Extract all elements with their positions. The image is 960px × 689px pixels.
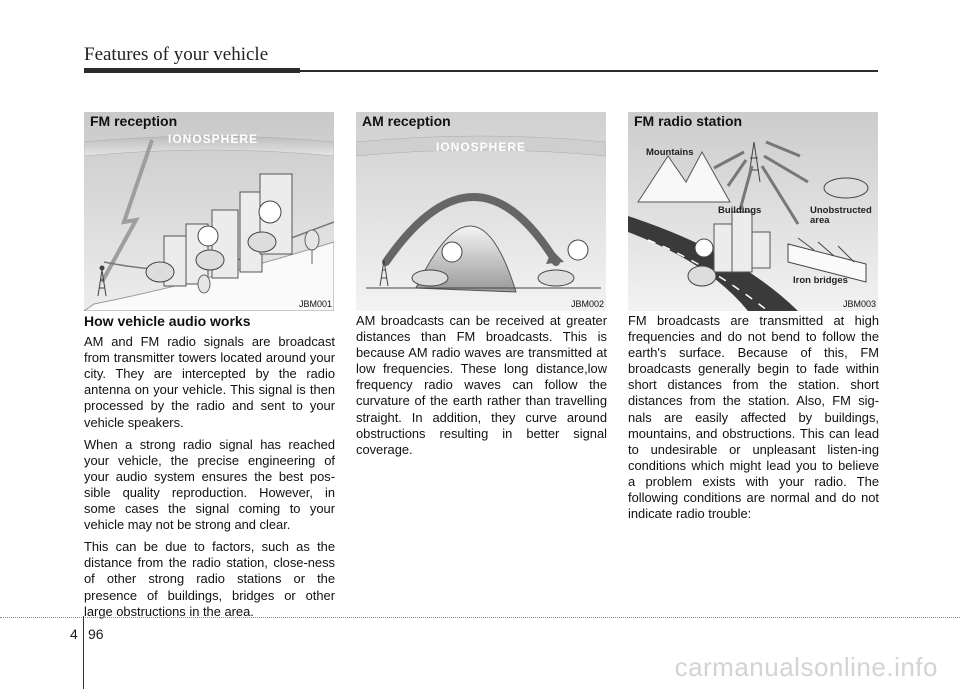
header-rule: [300, 70, 878, 72]
ionosphere-label: IONOSPHERE: [436, 140, 527, 154]
section-heading: How vehicle audio works: [84, 313, 251, 329]
column-right: [628, 313, 879, 528]
buildings-label: Buildings: [718, 205, 762, 216]
iron-bridges-label: Iron bridges: [793, 275, 848, 286]
column-left: [84, 313, 335, 626]
ionosphere-label: IONOSPHERE: [168, 132, 259, 146]
figure-title: AM reception: [362, 113, 451, 129]
paragraph: When a strong radio signal has reached your vehicle, the precise engineering of your audio system ensures the best pos-sible quality reproduction. However, in some cases the signal coming to your vehicle may not be strong and clear.: [84, 436, 335, 533]
column-middle: [356, 313, 607, 464]
header-title: Features of your vehicle: [84, 44, 269, 65]
figure-title: FM radio station: [634, 113, 743, 129]
footer-rule: [83, 616, 84, 689]
footer-line: [0, 617, 960, 618]
paragraph: AM and FM radio signals are broadcast from transmitter towers located around your city. They are intercepted by the radio antenna on your vehicle. This signal is then processed by the radio and sent to your vehicle speakers.: [84, 334, 335, 430]
paragraph: This can be due to factors, such as the distance from the radio station, close-ness of other strong radio stations or the presence of buildings, bridges or other large obstructions in the area.: [84, 539, 335, 619]
paragraph: FM broadcasts are transmitted at high frequencies and do not bend to follow the earth's surface. Because of this, FM broadcasts generally begin to fade within short distances from the station. short distances from the station. Also, FM sig-nals are easily affected by buildings, mountains, and obstructions. This can lead to undesirable or unpleasant listen-ing conditions which might lead you to believe a problem exists with your radio. The following conditions are normal and do not indicate radio trouble:: [628, 313, 879, 522]
figure-fm-reception: [84, 112, 334, 311]
figure-code: JBM003: [842, 299, 876, 309]
mountains-label: Mountains: [646, 147, 694, 158]
figure-code: JBM002: [570, 299, 604, 309]
watermark: carmanualsonline.info: [674, 652, 938, 682]
unobstructed-area-label: Unobstructed area: [810, 205, 872, 226]
page-number: 96: [88, 626, 104, 642]
paragraph: AM broadcasts can be received at greater distances than FM broadcasts. This is because AM radio waves are transmitted at low frequencies. These long distance,low frequency radio waves can follow the curvature of the earth rather than travelling straight. In addition, they curve around obstructions resulting in better signal coverage.: [356, 313, 607, 457]
chapter-number: 4: [70, 626, 78, 642]
figure-title: FM reception: [90, 113, 178, 129]
figure-code: JBM001: [298, 299, 332, 309]
header-bar: [84, 68, 300, 73]
figure-am-reception: [356, 112, 606, 311]
figure-fm-station: [628, 112, 878, 311]
